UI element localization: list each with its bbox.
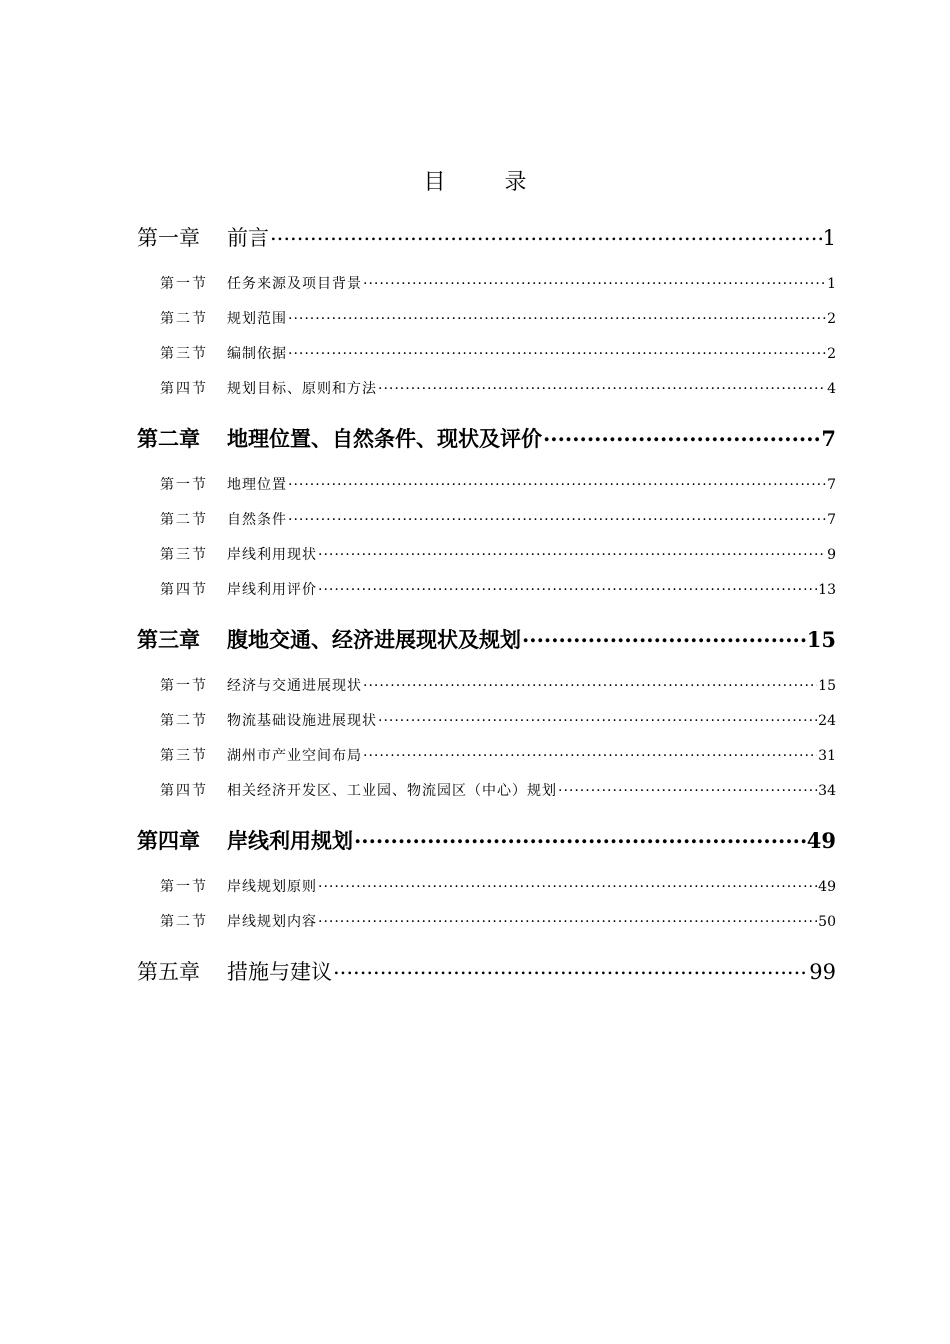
section-number: 第四节 [160,582,208,598]
dot-leader [363,668,817,690]
toc-section-4-1[interactable] [160,869,836,895]
chapter-title: 岸线利用规划 [227,828,353,853]
section-title: 自然条件 [227,512,287,528]
section-number: 第四节 [160,381,208,397]
toc-section-1-2[interactable] [160,301,836,327]
toc-section-3-2[interactable] [160,703,836,729]
page-number: 34 [818,783,836,799]
dot-leader [288,467,826,489]
toc-section-3-4[interactable] [160,773,836,799]
page-number: 4 [827,381,836,397]
section-number: 第二节 [160,713,208,729]
toc-chapter-1[interactable] [137,215,836,250]
dot-leader [318,537,826,559]
page-number: 13 [818,582,836,598]
toc-section-1-3[interactable] [160,336,836,362]
toc-section-2-1[interactable] [160,467,836,493]
page-number: 1 [827,276,836,292]
toc-section-2-4[interactable] [160,572,836,598]
toc-chapter-2[interactable] [137,416,836,451]
section-number: 第三节 [160,748,208,764]
page-number: 2 [827,346,836,362]
dot-leader [318,869,817,891]
section-title: 湖州市产业空间布局 [227,748,362,764]
page-number: 2 [827,311,836,327]
page-number: 15 [806,627,836,652]
page-number: 49 [818,879,836,895]
chapter-title: 措施与建议 [227,960,332,984]
dot-leader [543,416,820,446]
page-number: 24 [818,713,836,729]
chapter-number: 第一章 [137,226,200,250]
chapter-number: 第四章 [137,828,200,853]
chapter-number: 第五章 [137,960,200,984]
chapter-number: 第二章 [137,426,200,451]
section-title: 岸线利用现状 [227,547,317,563]
page-number: 31 [818,748,836,764]
section-title: 经济与交通进展现状 [227,678,362,694]
toc-section-2-3[interactable] [160,537,836,563]
dot-leader [333,949,808,979]
dot-leader [558,773,817,795]
section-title: 岸线规划内容 [227,914,317,930]
toc-chapter-3[interactable] [137,617,836,652]
dot-leader [318,904,817,926]
section-number: 第四节 [160,783,208,799]
section-title: 任务来源及项目背景 [227,276,362,292]
dot-leader [522,617,806,647]
section-title: 岸线规划原则 [227,879,317,895]
page-number: 7 [827,512,836,528]
section-number: 第二节 [160,914,208,930]
section-title: 岸线利用评价 [227,582,317,598]
section-number: 第三节 [160,547,208,563]
page-number: 7 [821,426,836,451]
dot-leader [288,301,826,323]
toc-section-1-4[interactable] [160,371,836,397]
dot-leader [354,818,806,848]
toc-chapter-4[interactable] [137,818,836,853]
page-number: 99 [809,960,836,984]
section-number: 第二节 [160,311,208,327]
toc-chapter-5[interactable] [137,949,836,984]
chapter-title: 地理位置、自然条件、现状及评价 [227,426,542,451]
section-number: 第一节 [160,477,208,493]
toc-section-1-1[interactable] [160,266,836,292]
dot-leader [288,336,826,358]
section-title: 物流基础设施进展现状 [227,713,377,729]
section-title: 地理位置 [227,477,287,493]
toc-section-3-1[interactable] [160,668,836,694]
dot-leader [363,266,826,288]
toc-section-2-2[interactable] [160,502,836,528]
section-number: 第一节 [160,879,208,895]
section-number: 第一节 [160,276,208,292]
section-title: 规划目标、原则和方法 [227,381,377,397]
section-number: 第三节 [160,346,208,362]
page-number: 1 [822,226,836,250]
dot-leader [318,572,817,594]
section-number: 第一节 [160,678,208,694]
dot-leader [288,502,826,524]
toc-section-3-3[interactable] [160,738,836,764]
chapter-title: 前言 [227,226,269,250]
page-number: 49 [806,828,836,853]
section-title: 编制依据 [227,346,287,362]
section-title: 相关经济开发区、工业园、物流园区（中心）规划 [227,783,557,799]
section-number: 第二节 [160,512,208,528]
dot-leader [378,371,826,393]
section-title: 规划范围 [227,311,287,327]
chapter-title: 腹地交通、经济进展现状及规划 [227,627,521,652]
page-number: 9 [827,547,836,563]
page-number: 15 [818,678,836,694]
dot-leader [363,738,817,760]
page-number: 7 [827,477,836,493]
toc-title: 目 录 [423,170,553,195]
page-number: 50 [818,914,836,930]
toc-section-4-2[interactable] [160,904,836,930]
dot-leader [378,703,817,725]
dot-leader [270,215,822,245]
chapter-number: 第三章 [137,627,200,652]
